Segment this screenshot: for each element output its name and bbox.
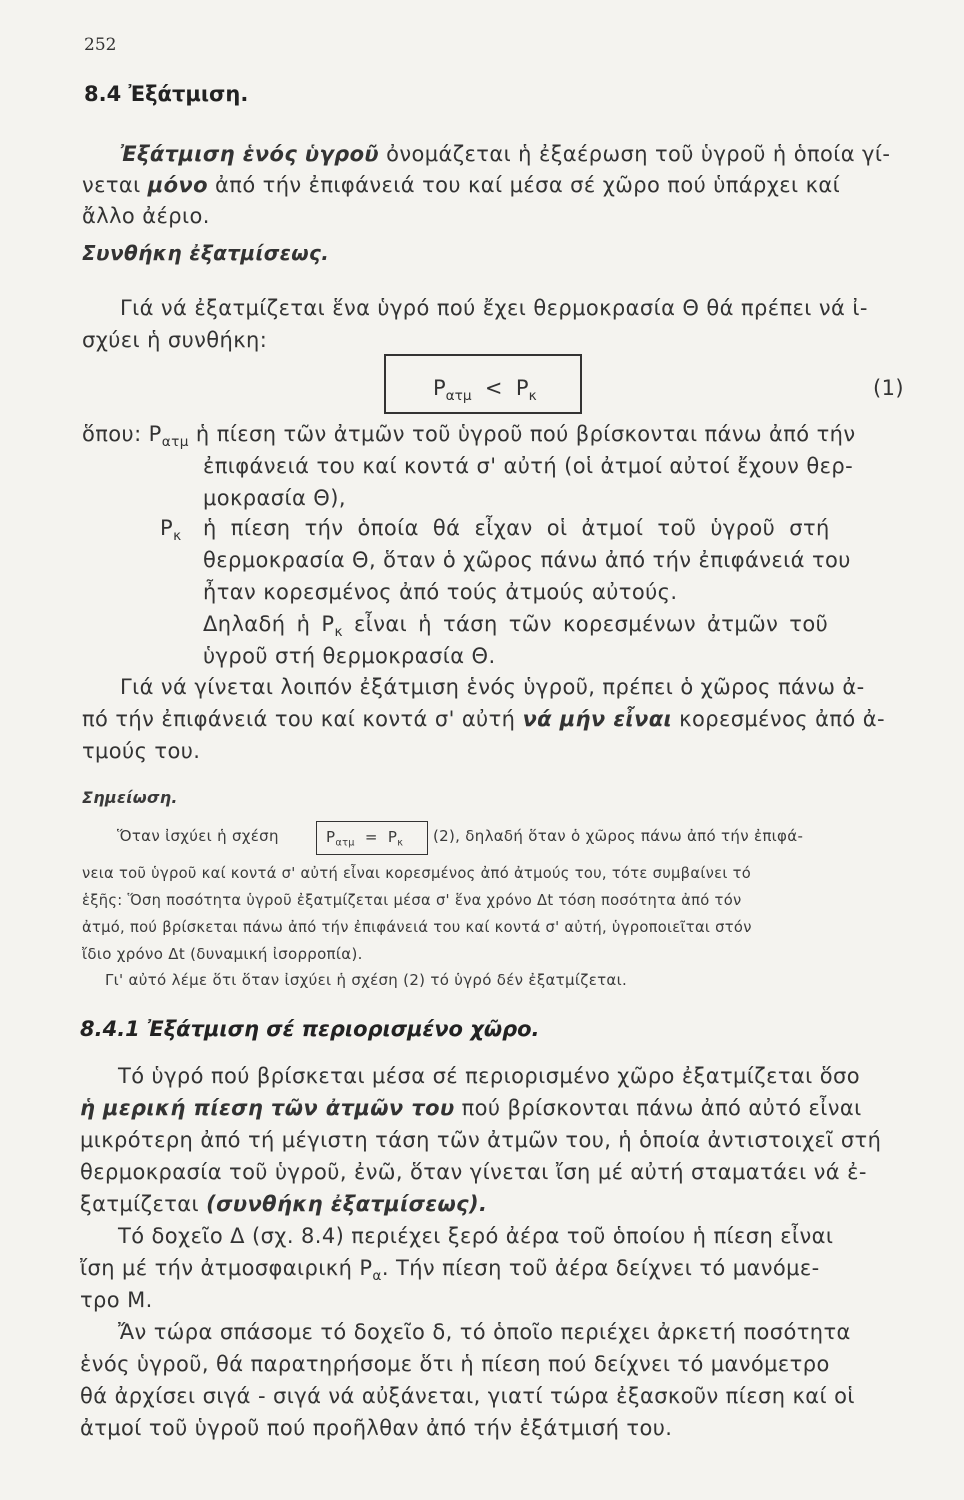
para1-text: ξατμίζεται	[80, 1192, 207, 1216]
equation-2	[326, 830, 403, 848]
para1-line-5	[80, 1194, 487, 1215]
note-line-2: νεια τοῦ ὑγροῦ καί κοντά σ' αὐτή εἶναι κορεσμένος ἀπό ἀτμούς του, τότε συμβαίνει τό	[82, 865, 752, 882]
section-number: 8.4	[84, 82, 122, 106]
definition-text: νεται	[82, 173, 148, 197]
para2-line-2	[80, 1258, 820, 1283]
para3-line-2: ἑνός ὑγροῦ, θά παρατηρήσομε ὅτι ἡ πίεση πού δείχνει τό μανόμετρο	[80, 1352, 830, 1376]
conclusion-line-1: Γιά νά γίνεται λοιπόν ἐξάτμιση ἑνός ὑγροῦ, πρέπει ὁ χῶρος πάνω ἀ-	[120, 675, 865, 699]
where-line-1	[82, 424, 856, 449]
definition-text: ὀνομάζεται ἡ ἐξαέρωση τοῦ ὑγροῦ ἡ ὁποία γί-	[379, 142, 891, 166]
para2-line-3: τρο Μ.	[80, 1288, 153, 1312]
conclusion-text: κορεσμένος ἀπό ἀ-	[672, 707, 885, 731]
para3-line-1: Ἄν τώρα σπάσομε τό δοχεῖο δ, τό ὁποῖο περιέχει ἀρκετή ποσότητα	[118, 1320, 851, 1344]
note-line-5: ἴδιο χρόνο Δt (δυναμική ἰσορροπία).	[82, 945, 363, 963]
p-symbol: P	[433, 376, 446, 400]
where-line-8: ὑγροῦ στή θερμοκρασία Θ.	[203, 644, 496, 668]
para2-text: ἴση μέ τήν ἀτμοσφαιρική P	[80, 1256, 373, 1280]
definition-term: Ἐξάτμιση ἑνός ὑγροῦ	[120, 142, 380, 166]
section-title: Ἐξάτμιση.	[128, 82, 249, 106]
note-line-3: ἑξῆς: Ὅση ποσότητα ὑγροῦ ἐξατμίζεται μέσα σ' ἕνα χρόνο Δt τόση ποσότητα ἀπό τόν	[82, 892, 742, 909]
para2-line-1: Τό δοχεῖο Δ (σχ. 8.4) περιέχει ξερό ἀέρα τοῦ ὁποίου ἡ πίεση εἶναι	[118, 1224, 834, 1248]
k-subscript: κ	[397, 837, 404, 849]
atm-subscript: ατμ	[161, 433, 189, 450]
note-line-1-pre: Ὅταν ἰσχύει ἡ σχέση	[117, 827, 279, 845]
para1-line-4: θερμοκρασία τοῦ ὑγροῦ, ἐνῶ, ὅταν γίνεται ἴση μέ αὐτή σταματάει νά ἐ-	[80, 1160, 867, 1184]
pk-restatement: Δηλαδή ἡ	[203, 612, 311, 636]
emphasis-evaporation-condition: (συνθήκη ἐξατμίσεως).	[206, 1192, 488, 1216]
emphasis-only: μόνο	[147, 173, 208, 197]
alpha-subscript: α	[372, 1267, 382, 1284]
where-line-3: μοκρασία Θ),	[203, 486, 346, 510]
note-heading: Σημείωση.	[82, 788, 178, 807]
subsection-title: Ἐξάτμιση σέ περιορισμένο χῶρο.	[147, 1017, 540, 1041]
where-line-7	[203, 614, 828, 639]
p-symbol: P	[515, 376, 529, 400]
conclusion-text: πό τήν ἐπιφάνειά του καί κοντά σ' αὐτή	[82, 707, 523, 731]
where-line-6: ἦταν κορεσμένος ἀπό τούς ἀτμούς αὐτούς.	[203, 580, 678, 604]
para1-text: πού βρίσκονται πάνω ἀπό αὐτό εἶναι	[454, 1096, 862, 1120]
conclusion-line-3: τμούς του.	[82, 739, 201, 763]
note-line-1-post: (2), δηλαδή ὅταν ὁ χῶρος πάνω ἀπό τήν ἐπιφά-	[433, 827, 804, 845]
p-symbol: P	[148, 422, 162, 446]
p-symbol: P	[326, 828, 336, 846]
atm-subscript: ατμ	[445, 387, 472, 404]
k-subscript: κ	[334, 623, 343, 640]
para2-text: . Τήν πίεση τοῦ ἀέρα δείχνει τό μανόμε-	[381, 1256, 820, 1280]
k-subscript: κ	[173, 527, 182, 544]
p-symbol: P	[321, 612, 335, 636]
para1-line-3: μικρότερη ἀπό τή μέγιστη τάση τῶν ἀτμῶν του, ἡ ὁποία ἀντιστοιχεῖ στή	[80, 1128, 882, 1152]
note-line-6: Γι' αὐτό λέμε ὅτι ὅταν ἰσχύει ἡ σχέση (2) τό ὑγρό δέν ἐξατμίζεται.	[105, 971, 628, 989]
para1-line-1: Τό ὑγρό πού βρίσκεται μέσα σέ περιορισμένο χῶρο ἐξατμίζεται ὅσο	[118, 1064, 860, 1088]
equals-operator: =	[364, 828, 378, 846]
equation-1	[433, 376, 537, 404]
emphasis-partial-pressure: ἡ μερική πίεση τῶν ἀτμῶν του	[80, 1096, 455, 1120]
para3-line-3: θά ἀρχίσει σιγά - σιγά νά αὐξάνεται, γιατί τώρα ἐξασκοῦν πίεση καί οἱ	[80, 1384, 855, 1408]
p-symbol: P	[387, 828, 398, 846]
where-line-4-text: ἡ πίεση τήν ὁποία θά εἶχαν οἱ ἀτμοί τοῦ ὑγροῦ στή	[203, 516, 830, 540]
condition-heading: Συνθήκη ἐξατμίσεως.	[82, 241, 330, 265]
page-number: 252	[84, 35, 117, 55]
condition-intro-line-2: σχύει ἡ συνθήκη:	[82, 328, 268, 352]
para1-line-2	[80, 1098, 862, 1119]
definition-line-1	[120, 144, 890, 165]
p-symbol: P	[160, 516, 174, 540]
definition-line-2	[82, 175, 840, 196]
condition-intro-line-1: Γιά νά ἐξατμίζεται ἕνα ὑγρό πού ἔχει θερμοκρασία Θ θά πρέπει νά ἰ-	[120, 296, 868, 320]
subsection-number: 8.4.1	[80, 1017, 140, 1041]
where-label: ὅπου:	[82, 422, 142, 446]
conclusion-line-2	[82, 709, 885, 730]
para3-line-4: ἀτμοί τοῦ ὑγροῦ πού προῆλθαν ἀπό τήν ἐξάτμισή του.	[80, 1416, 673, 1440]
definition-text: ἀπό τήν ἐπιφάνειά του καί μέσα σέ χῶρο πού ὑπάρχει καί	[207, 173, 841, 197]
where-line-5: θερμοκρασία Θ, ὅταν ὁ χῶρος πάνω ἀπό τήν ἐπιφάνειά του	[203, 548, 851, 572]
where-line-4	[160, 518, 182, 543]
patm-definition: ἡ πίεση τῶν ἀτμῶν τοῦ ὑγροῦ πού βρίσκονται πάνω ἀπό τήν	[195, 422, 856, 446]
section-heading	[84, 82, 248, 106]
emphasis-not-saturated: νά μήν εἶναι	[522, 707, 673, 731]
k-subscript: κ	[528, 387, 537, 404]
where-line-2: ἐπιφάνειά του καί κοντά σ' αὐτή (οἱ ἀτμοί αὐτοί ἔχουν θερ-	[203, 454, 854, 478]
note-line-4: ἀτμό, πού βρίσκεται πάνω ἀπό τήν ἐπιφάνειά του καί κοντά σ' αὐτή, ὑγροποιεῖται στόν	[82, 919, 752, 936]
subsection-heading	[80, 1017, 540, 1041]
less-than-operator: <	[484, 376, 503, 400]
equation-1-number: (1)	[873, 376, 904, 400]
atm-subscript: ατμ	[335, 837, 355, 849]
definition-line-3: ἄλλο ἀέριο.	[82, 204, 210, 228]
pk-restatement: εἶναι ἡ τάση τῶν κορεσμένων ἀτμῶν τοῦ	[353, 612, 829, 636]
